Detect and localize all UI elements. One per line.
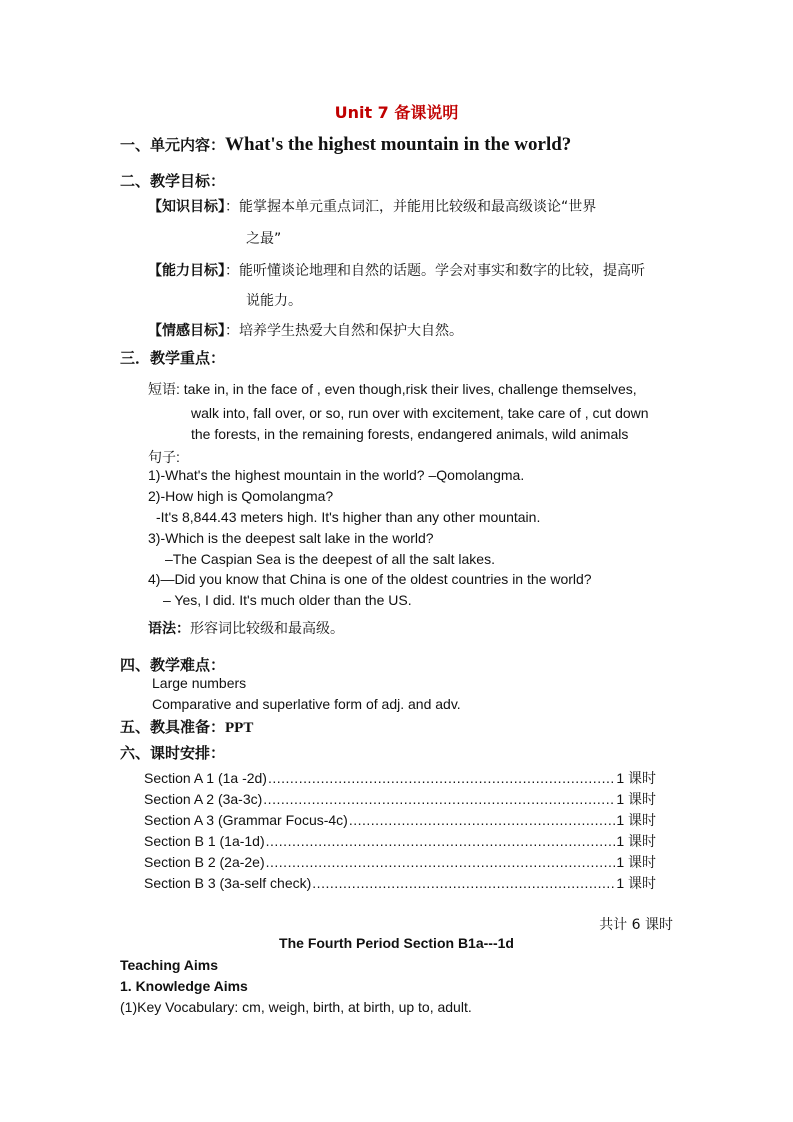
sentence-3: 3)-Which is the deepest salt lake in the world?: [148, 530, 434, 546]
section-6-label: 六、课时安排：: [120, 744, 226, 762]
key-vocabulary: (1)Key Vocabulary: cm, weigh, birth, at birth, up to, adult.: [120, 999, 472, 1015]
section-1-label: 一、单元内容：: [120, 136, 226, 154]
grammar: [148, 618, 344, 638]
section-3-label: 三．教学重点：: [120, 349, 226, 367]
schedule-total: 共计 6 课时: [599, 917, 673, 933]
schedule-row: [144, 768, 656, 788]
schedule-name: Section A 3 (Grammar Focus-4c): [144, 812, 348, 828]
schedule-row: [144, 789, 656, 809]
ability-goal-line2: 说能力。: [246, 293, 302, 309]
schedule-name: Section B 3 (3a-self check): [144, 875, 312, 891]
schedule-hours: 1 课时: [616, 875, 656, 891]
schedule-row: [144, 873, 656, 893]
section-2-label: 二、教学目标：: [120, 172, 226, 190]
phrases-line-1: [148, 379, 637, 399]
grammar-text: 形容词比较级和最高级。: [190, 621, 344, 637]
schedule-hours: 1 课时: [616, 812, 656, 828]
sentence-2: 2)-How high is Qomolangma?: [148, 488, 334, 504]
section-4-label: 四、教学难点：: [120, 656, 226, 674]
emotion-goal-text: ：培养学生热爱大自然和保护大自然。: [225, 323, 463, 339]
section-5-label: 五、教具准备：: [120, 718, 226, 736]
difficulty-1: Large numbers: [152, 675, 247, 691]
knowledge-goal-line2: 之最”: [246, 231, 282, 247]
knowledge-goal-label: 【知识目标】: [148, 199, 225, 215]
schedule-hours: 1 课时: [616, 854, 656, 870]
schedule-hours: 1 课时: [616, 833, 656, 849]
emotion-goal: [148, 320, 463, 340]
ability-goal-label: 【能力目标】: [148, 263, 225, 279]
knowledge-goal: [148, 196, 596, 216]
teaching-aid: PPT: [225, 720, 254, 736]
schedule-list: [144, 768, 656, 898]
period-title: The Fourth Period Section B1a---1d: [279, 935, 514, 951]
schedule-name: Section B 2 (2a-2e): [144, 854, 265, 870]
knowledge-aims-heading: 1. Knowledge Aims: [120, 978, 248, 994]
sentence-3-answer: –The Caspian Sea is the deepest of all the salt lakes.: [165, 551, 495, 567]
phrases-text-1: take in, in the face of , even though,risk their lives, challenge themselves,: [183, 381, 637, 397]
section-5: [120, 716, 253, 737]
emotion-goal-label: 【情感目标】: [148, 323, 225, 339]
phrases-label: 短语:: [148, 381, 180, 397]
sentences-label: 句子:: [148, 449, 180, 465]
schedule-hours: 1 课时: [616, 791, 656, 807]
ability-goal: [148, 260, 645, 280]
ability-goal-text: ：能听懂谈论地理和自然的话题。学会对事实和数字的比较，提高听: [225, 263, 645, 279]
teaching-aims-heading: Teaching Aims: [120, 957, 219, 973]
schedule-row: [144, 852, 656, 872]
knowledge-goal-text: ：能掌握本单元重点词汇，并能用比较级和最高级谈论“世界: [225, 199, 597, 215]
difficulty-2: Comparative and superlative form of adj. and adv.: [152, 696, 461, 712]
dot-leader: [349, 812, 615, 828]
sentence-4: 4)—Did you know that China is one of the oldest countries in the world?: [148, 571, 592, 587]
sentence-4-answer: – Yes, I did. It's much older than the US.: [163, 592, 412, 608]
sentence-2-answer: -It's 8,844.43 meters high. It's higher than any other mountain.: [156, 509, 541, 525]
section-1: [120, 134, 571, 156]
schedule-row: [144, 831, 656, 851]
dot-leader: [268, 770, 615, 786]
phrases-line-2: walk into, fall over, or so, run over with excitement, take care of , cut down: [191, 405, 649, 421]
unit-content: What's the highest mountain in the world?: [225, 134, 572, 155]
document-title: Unit 7 备课说明: [334, 103, 459, 122]
schedule-name: Section A 2 (3a-3c): [144, 791, 263, 807]
schedule-name: Section B 1 (1a-1d): [144, 833, 265, 849]
dot-leader: [266, 833, 616, 849]
schedule-name: Section A 1 (1a -2d): [144, 770, 267, 786]
grammar-label: 语法：: [148, 621, 190, 637]
dot-leader: [312, 875, 615, 891]
schedule-hours: 1 课时: [616, 770, 656, 786]
schedule-row: [144, 810, 656, 830]
phrases-line-3: the forests, in the remaining forests, endangered animals, wild animals: [191, 426, 629, 442]
sentence-1: 1)-What's the highest mountain in the world? –Qomolangma.: [148, 467, 525, 483]
dot-leader: [266, 854, 616, 870]
dot-leader: [263, 791, 615, 807]
